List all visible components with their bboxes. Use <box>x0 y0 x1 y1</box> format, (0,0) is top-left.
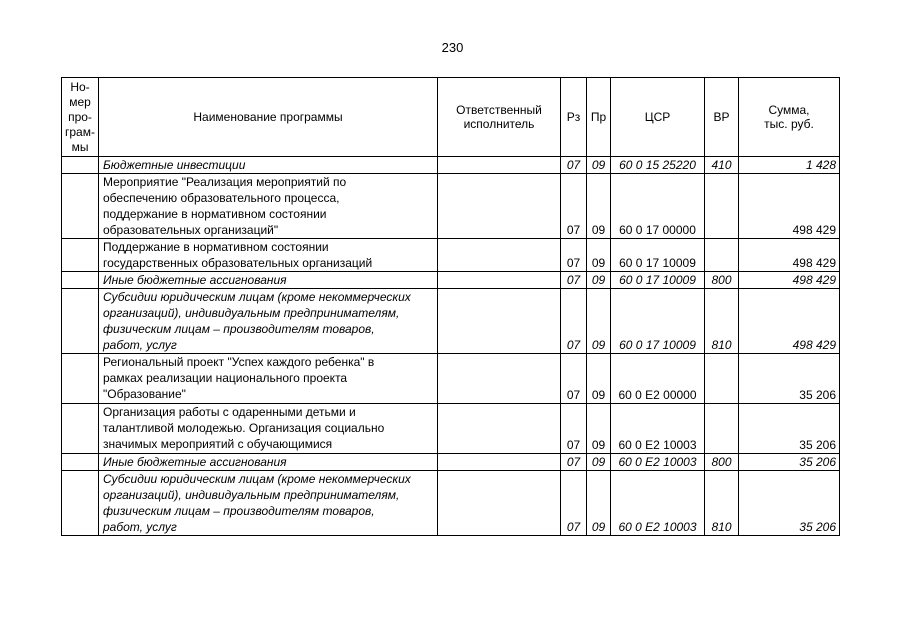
program-number-cell <box>62 404 99 454</box>
sum-cell: 498 429 <box>739 272 840 289</box>
csr-cell: 60 0 17 10009 <box>611 289 705 354</box>
program-number-cell <box>62 289 99 354</box>
program-number-cell <box>62 174 99 239</box>
header-program-number <box>62 78 99 157</box>
program-name-line: работ, услуг <box>103 338 177 352</box>
header-program-name: Наименование программы <box>99 78 438 157</box>
program-number-cell <box>62 272 99 289</box>
program-name-cell <box>99 471 438 536</box>
program-name-line: работ, услуг <box>103 520 177 534</box>
program-name-line: талантливой молодежью. Организация социально <box>103 421 385 435</box>
table-row <box>62 239 840 272</box>
program-name-line: Иные бюджетные ассигнования <box>103 455 287 469</box>
vr-cell: 810 <box>705 471 739 536</box>
executor-cell <box>438 239 561 272</box>
budget-table <box>61 77 840 536</box>
sum-cell: 35 206 <box>739 354 840 404</box>
program-name-line: Иные бюджетные ассигнования <box>103 273 287 287</box>
program-name-line: Организация работы с одаренными детьми и <box>103 405 356 419</box>
csr-cell: 60 0 17 10009 <box>611 272 705 289</box>
program-name-line: Поддержание в нормативном состоянии <box>103 240 329 254</box>
executor-cell <box>438 157 561 174</box>
executor-cell <box>438 471 561 536</box>
table-row <box>62 404 840 454</box>
vr-cell <box>705 404 739 454</box>
table-row <box>62 471 840 536</box>
program-name-cell <box>99 404 438 454</box>
sum-cell: 498 429 <box>739 174 840 239</box>
program-name-line: организаций), индивидуальным предпринимателям, <box>103 488 400 502</box>
sum-cell: 498 429 <box>739 239 840 272</box>
vr-cell: 410 <box>705 157 739 174</box>
header-csr: ЦСР <box>611 78 705 157</box>
program-name-line: Региональный проект "Успех каждого ребенка" в <box>103 355 375 369</box>
program-number-cell <box>62 454 99 471</box>
csr-cell: 60 0 E2 10003 <box>611 404 705 454</box>
program-name-line: Мероприятие "Реализация мероприятий по <box>103 175 347 189</box>
sum-cell: 35 206 <box>739 404 840 454</box>
vr-cell <box>705 174 739 239</box>
pr-cell: 09 <box>587 272 611 289</box>
rz-cell: 07 <box>561 174 587 239</box>
executor-cell <box>438 404 561 454</box>
executor-cell <box>438 454 561 471</box>
program-name-line: обеспечению образовательного процесса, <box>103 191 340 205</box>
pr-cell: 09 <box>587 404 611 454</box>
rz-cell: 07 <box>561 289 587 354</box>
table-header-row <box>62 78 840 157</box>
program-name-line: государственных образовательных организаций <box>103 256 373 270</box>
sum-cell: 498 429 <box>739 289 840 354</box>
program-name-cell <box>99 354 438 404</box>
executor-cell <box>438 272 561 289</box>
table-row <box>62 354 840 404</box>
program-name-cell <box>99 174 438 239</box>
program-number-cell <box>62 471 99 536</box>
program-number-cell <box>62 354 99 404</box>
program-name-cell <box>99 289 438 354</box>
vr-cell: 810 <box>705 289 739 354</box>
vr-cell <box>705 354 739 404</box>
pr-cell: 09 <box>587 289 611 354</box>
executor-cell <box>438 289 561 354</box>
program-name-line: образовательных организаций" <box>103 223 279 237</box>
rz-cell: 07 <box>561 404 587 454</box>
header-rz: Рз <box>561 78 587 157</box>
header-sum <box>739 78 840 157</box>
rz-cell: 07 <box>561 354 587 404</box>
csr-cell: 60 0 E2 10003 <box>611 471 705 536</box>
pr-cell: 09 <box>587 471 611 536</box>
pr-cell: 09 <box>587 174 611 239</box>
header-program-number-line: про- <box>68 109 92 124</box>
rz-cell: 07 <box>561 454 587 471</box>
executor-cell <box>438 354 561 404</box>
program-name-line: организаций), индивидуальным предпринимателям, <box>103 306 400 320</box>
program-name-line: значимых мероприятий с обучающимися <box>103 437 333 451</box>
pr-cell: 09 <box>587 157 611 174</box>
header-vr: ВР <box>705 78 739 157</box>
header-program-number-line: мы <box>71 139 89 154</box>
header-program-number-line: мер <box>69 94 91 109</box>
program-name-line: поддержание в нормативном состоянии <box>103 207 327 221</box>
pr-cell: 09 <box>587 239 611 272</box>
program-name-cell <box>99 239 438 272</box>
program-name-line: Субсидии юридическим лицам (кроме некоммерческих <box>103 472 411 486</box>
table-row <box>62 157 840 174</box>
csr-cell: 60 0 E2 10003 <box>611 454 705 471</box>
sum-cell: 1 428 <box>739 157 840 174</box>
program-name-line: Бюджетные инвестиции <box>103 158 246 172</box>
vr-cell: 800 <box>705 454 739 471</box>
sum-cell: 35 206 <box>739 454 840 471</box>
vr-cell <box>705 239 739 272</box>
table-row <box>62 454 840 471</box>
program-name-line: Субсидии юридическим лицам (кроме некоммерческих <box>103 290 411 304</box>
sum-cell: 35 206 <box>739 471 840 536</box>
pr-cell: 09 <box>587 454 611 471</box>
csr-cell: 60 0 E2 00000 <box>611 354 705 404</box>
rz-cell: 07 <box>561 157 587 174</box>
table-row <box>62 272 840 289</box>
csr-cell: 60 0 15 25220 <box>611 157 705 174</box>
program-number-cell <box>62 239 99 272</box>
header-responsible-executor <box>438 78 561 157</box>
program-name-cell <box>99 454 438 471</box>
program-name-cell <box>99 157 438 174</box>
header-program-number-line: Но- <box>70 79 90 94</box>
header-sum-line: тыс. руб. <box>764 117 814 131</box>
table-row <box>62 174 840 239</box>
vr-cell: 800 <box>705 272 739 289</box>
rz-cell: 07 <box>561 471 587 536</box>
header-executor-line: Ответственный <box>456 103 542 117</box>
page-number: 230 <box>441 40 464 55</box>
header-executor-line: исполнитель <box>463 117 535 131</box>
rz-cell: 07 <box>561 239 587 272</box>
program-name-line: физическим лицам – производителям товаров, <box>103 322 375 336</box>
program-name-line: "Образование" <box>103 387 186 401</box>
csr-cell: 60 0 17 10009 <box>611 239 705 272</box>
program-name-line: физическим лицам – производителям товаров, <box>103 504 375 518</box>
program-name-line: рамках реализации национального проекта <box>103 371 348 385</box>
header-sum-line: Сумма, <box>768 103 810 117</box>
pr-cell: 09 <box>587 354 611 404</box>
program-name-cell <box>99 272 438 289</box>
header-program-number-line: грам- <box>65 124 95 139</box>
table-row <box>62 289 840 354</box>
program-number-cell <box>62 157 99 174</box>
rz-cell: 07 <box>561 272 587 289</box>
header-pr: Пр <box>587 78 611 157</box>
executor-cell <box>438 174 561 239</box>
csr-cell: 60 0 17 00000 <box>611 174 705 239</box>
